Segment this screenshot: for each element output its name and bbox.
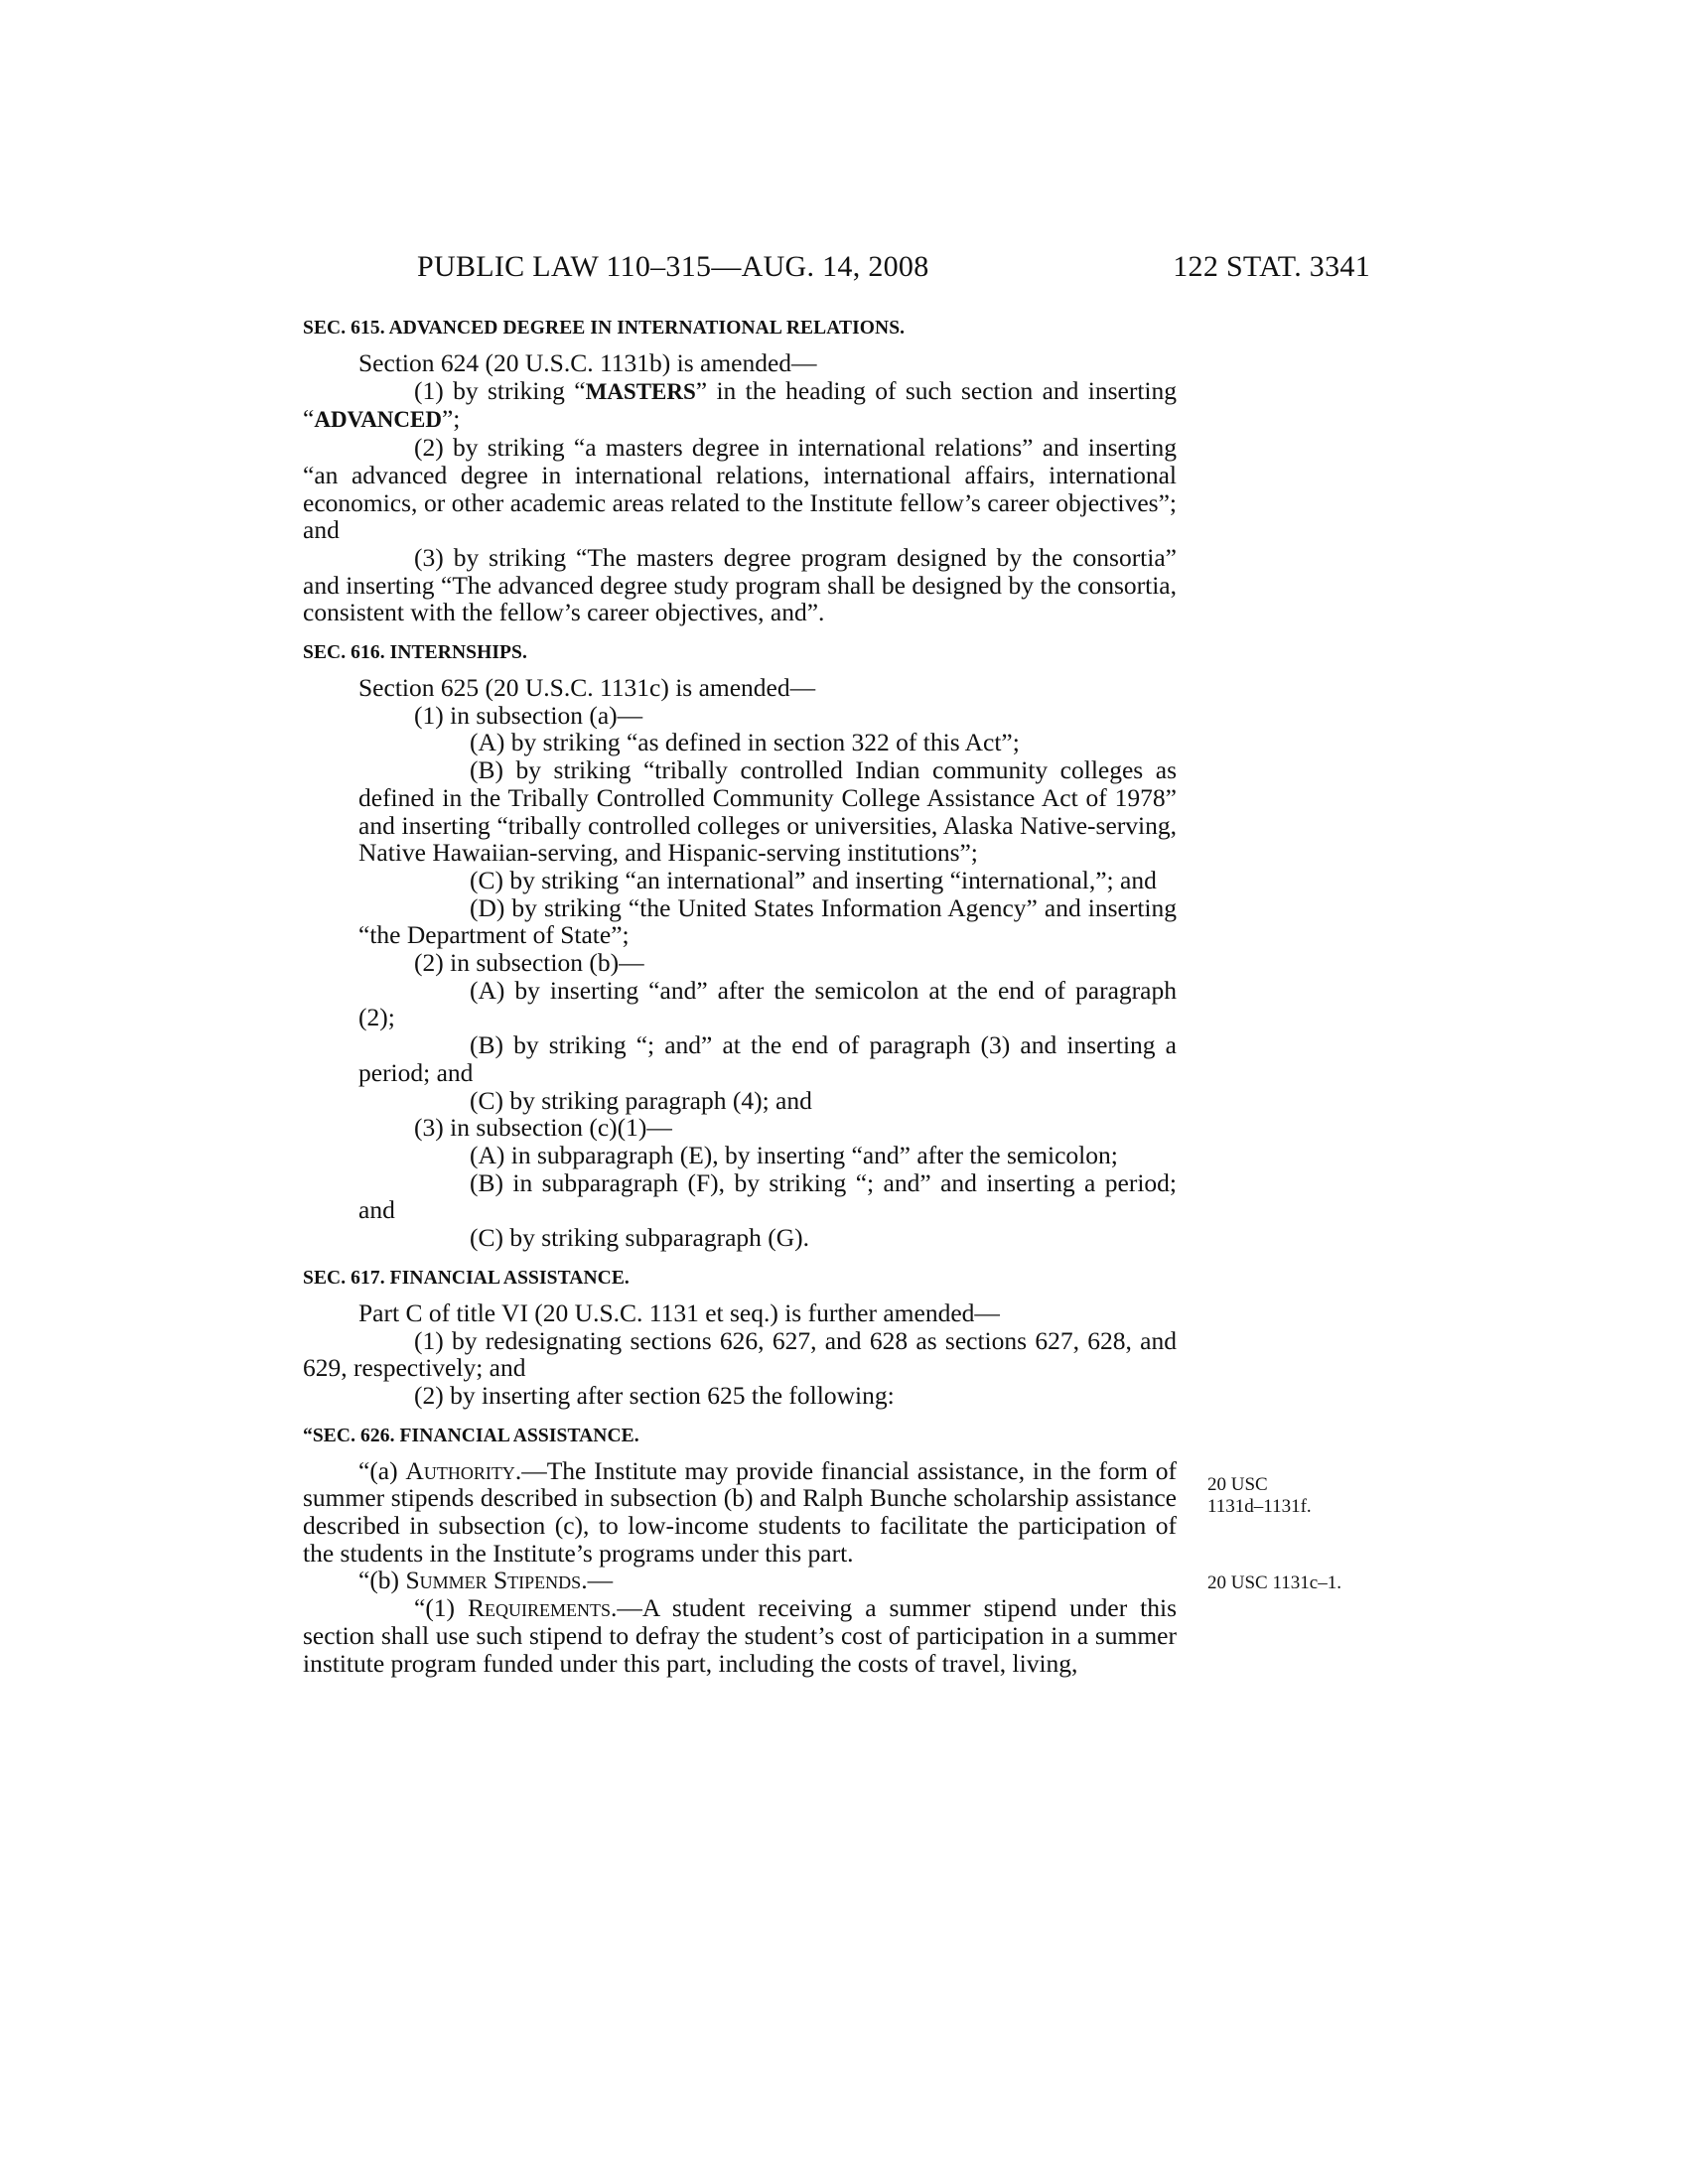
running-header: [417, 250, 1370, 290]
sec-616-subsection-3C: (C) by striking subparagraph (G).: [470, 1223, 810, 1253]
sec-616-heading: SEC. 616. INTERNSHIPS.: [303, 642, 527, 664]
sec-616-subsection-3B: (B) in subparagraph (F), by striking “; and” and inserting a period; and: [358, 1167, 1177, 1225]
bold-term-advanced: ADVANCED: [314, 407, 442, 433]
sec-616-subsection-2B: (B) by striking “; and” at the end of paragraph (3) and inserting a period; and: [358, 1030, 1177, 1087]
public-law-title: PUBLIC LAW 110–315—AUG. 14, 2008: [417, 250, 929, 283]
sec-616-subsection-1D: (D) by striking “the United States Information Agency” and inserting “the Department of State”;: [358, 892, 1177, 950]
sec-615-para-1: (1) by striking “MASTERS” in the heading of such section and inserting “ADVANCED”;: [303, 375, 1177, 434]
sec-616-intro: Section 625 (20 U.S.C. 1131c) is amended—: [358, 673, 816, 703]
sec-626-paragraph-b1: “(1) Requirements.—A student receiving a summer stipend under this section shall use such stipend to defray the student’s cost of participation in a summer institute program funded under this part, including the costs of travel, living,: [303, 1593, 1177, 1678]
sec-616-subsection-3A: (A) in subparagraph (E), by inserting “and” after the semicolon;: [470, 1140, 1118, 1169]
sec-616-subsection-2A: (A) by inserting “and” after the semicolon at the end of paragraph (2);: [358, 975, 1177, 1032]
caption-authority: Authority: [405, 1455, 515, 1485]
sec-626-heading: “SEC. 626. FINANCIAL ASSISTANCE.: [303, 1425, 639, 1446]
statute-page-number: 122 STAT. 3341: [1173, 250, 1370, 283]
sec-616-subsection-3: (3) in subsection (c)(1)—: [414, 1113, 672, 1143]
sec-617-heading: SEC. 617. FINANCIAL ASSISTANCE.: [303, 1267, 630, 1289]
document-body: [303, 316, 1177, 1677]
sec-615-para-3: (3) by striking “The masters degree program designed by the consortia” and inserting “The advanced degree study program shall be designed by the consortia, consistent with the fellow’s career objectives, and”.: [303, 542, 1177, 627]
sec-626-subsection-b: “(b) Summer Stipends.—: [358, 1566, 614, 1595]
sec-616-subsection-1B: (B) by striking “tribally controlled Indian community colleges as defined in the Tribally Controlled Community College Assistance Act of 1978” and inserting “tribally controlled colleges or universities, Alaska Native-serving, Native Hawaiian-serving, and Hispanic-serving institutions”;: [358, 755, 1177, 868]
sec-617-intro: Part C of title VI (20 U.S.C. 1131 et seq.) is further amended—: [358, 1297, 1000, 1327]
sec-615-para-2: (2) by striking “a masters degree in international relations” and inserting “an advanced degree in international relations, international affairs, international economics, or other academic areas related to the Institute fellow’s career objectives”; and: [303, 433, 1177, 545]
sec-616-subsection-2: (2) in subsection (b)—: [414, 948, 644, 978]
sec-615-heading: SEC. 615. ADVANCED DEGREE IN INTERNATIONAL RELATIONS.: [303, 318, 906, 339]
sec-616-subsection-1C: (C) by striking “an international” and inserting “international,”; and: [470, 865, 1157, 894]
caption-summer-stipends: Summer Stipends: [405, 1566, 582, 1595]
sec-626-subsection-a: “(a) Authority.—The Institute may provide financial assistance, in the form of summer stipends described in subsection (b) and Ralph Bunche scholarship assistance described in subsection (c), to low-income students to facilitate the participation of the students in the Institute’s programs under this part.: [303, 1455, 1177, 1568]
bold-term-masters: MASTERS: [585, 378, 696, 404]
sec-617-para-2: (2) by inserting after section 625 the following:: [414, 1380, 895, 1410]
sec-617-para-1: (1) by redesignating sections 626, 627, and 628 as sections 627, 628, and 629, respectively; and: [303, 1325, 1177, 1383]
margin-note-usc-1131c-1: 20 USC 1131c–1.: [1207, 1572, 1341, 1593]
caption-requirements: Requirements: [468, 1593, 612, 1623]
sec-616-subsection-1: (1) in subsection (a)—: [414, 700, 643, 730]
margin-note-usc-1131d: 20 USC 1131d–1131f.: [1207, 1474, 1312, 1517]
sec-615-intro: Section 624 (20 U.S.C. 1131b) is amended—: [358, 348, 817, 377]
sec-616-subsection-1A: (A) by striking “as defined in section 322 of this Act”;: [470, 728, 1020, 757]
sec-616-subsection-2C: (C) by striking paragraph (4); and: [470, 1085, 812, 1115]
